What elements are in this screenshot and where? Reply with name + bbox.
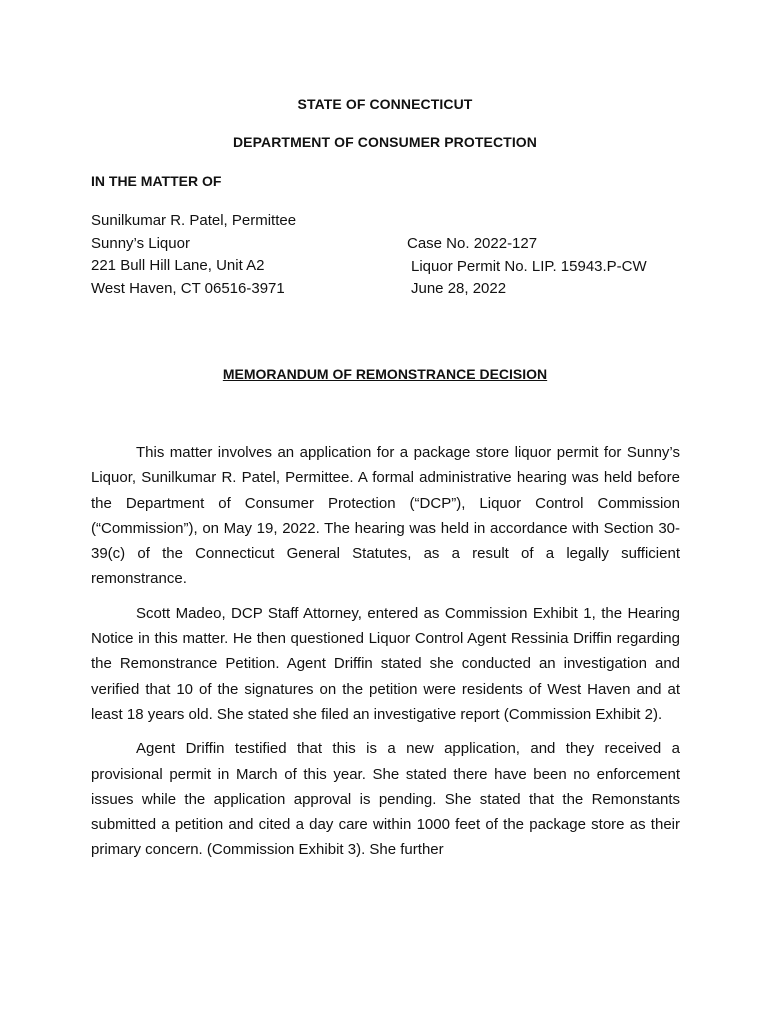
permit-number: Liquor Permit No. LIP. 15943.P-CW [411,257,647,275]
memo-title: MEMORANDUM OF REMONSTRANCE DECISION [222,366,548,382]
business-name: Sunny’s Liquor [91,234,190,252]
permittee-name: Sunilkumar R. Patel, Permittee [91,212,297,229]
street-address: 221 Bull Hill Lane, Unit A2 [91,257,265,275]
caption-case-block [407,233,647,301]
city-state-zip: West Haven, CT 06516-3971 [91,280,285,298]
state-heading: STATE OF CONNECTICUT [297,96,473,112]
paragraph: Scott Madeo, DCP Staff Attorney, entered as Commission Exhibit 1, the Hearing Notice in this matter. He then questioned Liquor Control Agent Ressinia Driffin regarding the Remonstrance Petition. Agent Driffin stated she conducted an investigation and verified that 10 of the signatures on the petition were residents of West Haven and at least 18 years old. She stated she filed an investigative report (Commission Exhibit 2). [91,604,680,723]
memo-body [91,440,680,872]
caption-party-block [91,210,296,301]
case-number: Case No. 2022-127 [407,235,538,252]
paragraph: This matter involves an application for a package store liquor permit for Sunny’s Liquor, Sunilkumar R. Patel, Permittee. A formal administrative hearing was held before the Department of Consumer Protection (“DCP”), Liquor Control Commission (“Commission”), on May 19, 2022. The hearing was held in accordance with Section 30-39(c) of the Connecticut General Statutes, as a result of a legally sufficient remonstrance. [91,444,680,588]
matter-label: IN THE MATTER OF [91,173,222,189]
paragraph: Agent Driffin testified that this is a new application, and they received a provisional permit in March of this year. She stated there have been no enforcement issues while the application approval is pending. She stated that the Remonstants submitted a petition and cited a day care within 1000 feet of the package store as their primary concern. (Commission Exhibit 3). She further [91,740,680,859]
decision-date: June 28, 2022 [411,280,507,298]
department-heading: DEPARTMENT OF CONSUMER PROTECTION [232,134,538,150]
